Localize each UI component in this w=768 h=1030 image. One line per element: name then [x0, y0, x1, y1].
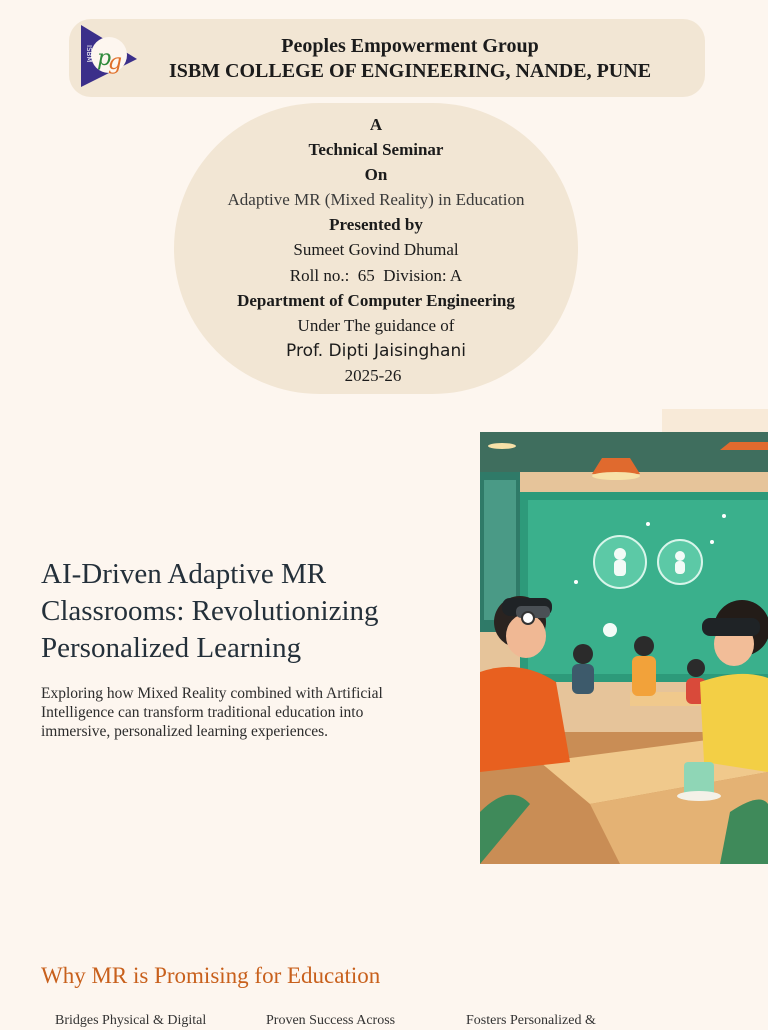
guidance-label: Under The guidance of [297, 316, 455, 335]
college-name: ISBM COLLEGE OF ENGINEERING, NANDE, PUNE [168, 60, 652, 82]
seminar-on: On [364, 165, 388, 184]
academic-year: 2025-26 [344, 366, 402, 385]
decorative-tint [662, 409, 768, 432]
svg-text:g: g [108, 50, 123, 75]
seminar-topic: Adaptive MR (Mixed Reality) in Education [227, 190, 525, 209]
roll-division: Roll no.: 65 Division: A [289, 266, 463, 285]
hero-description: Exploring how Mixed Reality combined with Artificial Intelligence can transform traditional education into immersive, personalized learning experiences. [41, 685, 383, 740]
department-name: Department of Computer Engineering [237, 291, 515, 310]
presenter-name: Sumeet Govind Dhumal [293, 240, 459, 259]
svg-text:ISBM: ISBM [85, 45, 93, 63]
seminar-line-a: A [369, 115, 383, 134]
mr-classroom-illustration [480, 432, 768, 864]
classroom-illustration-svg [480, 432, 768, 864]
feature-card-title: Proven Success Across [266, 1013, 396, 1028]
guide-name: Prof. Dipti Jaisinghani [286, 341, 466, 361]
feature-card-title: Fosters Personalized & [466, 1013, 596, 1028]
feature-card-title: Bridges Physical & Digital [55, 1013, 207, 1028]
section-title: Why MR is Promising for Education [41, 963, 381, 988]
svg-text:p: p [97, 46, 112, 71]
college-header [69, 19, 705, 97]
organization-name: Peoples Empowerment Group [281, 35, 539, 57]
seminar-info-card [174, 103, 578, 394]
presented-by-label: Presented by [329, 215, 423, 234]
seminar-heading: Technical Seminar [308, 140, 444, 159]
hero-title: AI-Driven Adaptive MR Classrooms: Revolutionizing Personalized Learning [41, 558, 379, 664]
